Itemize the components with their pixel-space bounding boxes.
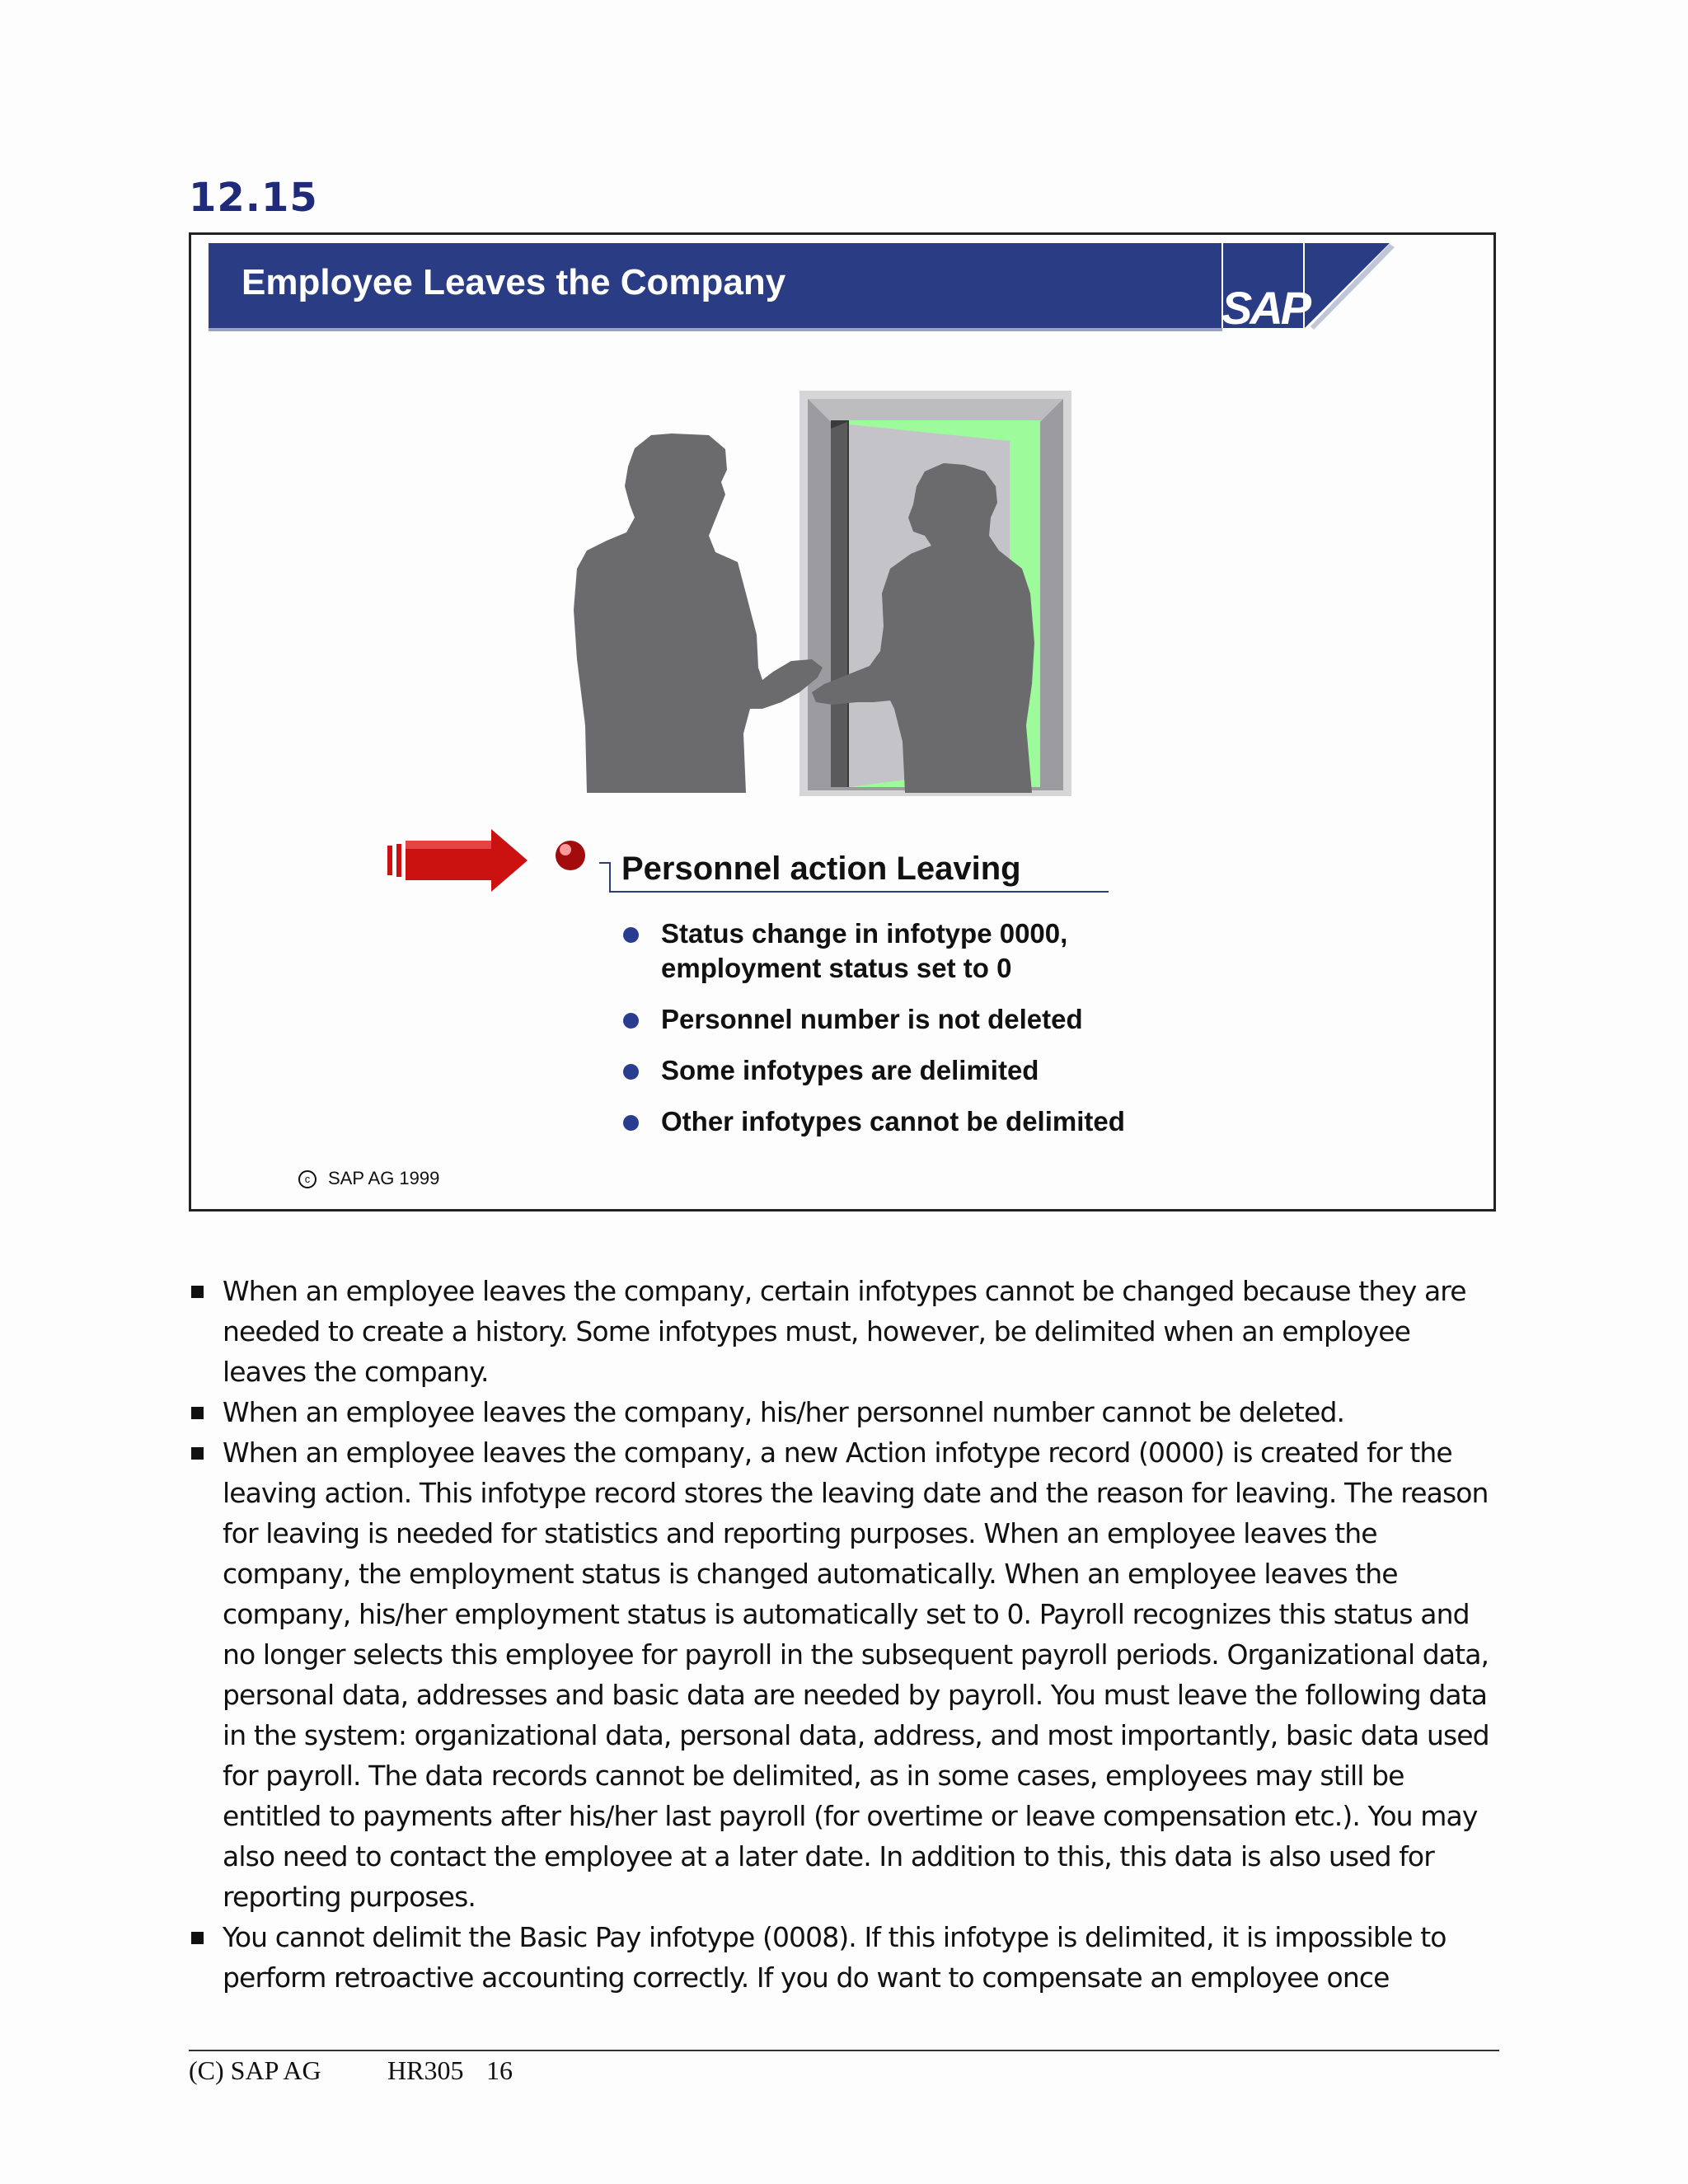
- note-item: When an employee leaves the company, his/her personnel number cannot be deleted.: [189, 1392, 1499, 1432]
- man-silhouette: [574, 434, 823, 793]
- svg-text:SAP: SAP: [1221, 282, 1310, 334]
- action-title: Personnel action Leaving: [621, 851, 1021, 887]
- section-number: 12.15: [189, 175, 318, 221]
- footer-copyright: (C) SAP AG: [189, 2055, 321, 2085]
- bullet-dot-icon: [623, 1115, 639, 1131]
- bullet-dot-icon: [623, 1064, 639, 1080]
- square-bullet-icon: [191, 1407, 204, 1419]
- footer-rule: [189, 2050, 1499, 2051]
- bullet-dot-icon: [623, 927, 639, 943]
- red-ball-icon: [556, 841, 585, 870]
- note-item: When an employee leaves the company, a new Action infotype record (0000) is created for the leaving action. This infotype record stores the leaving date and the reason for leaving. The reason for leaving is needed for statistics and reporting purposes. When an employee leaves the company, the employment status is changed automatically. When an employee leaves the company, his/her employment status is automatically set to 0. Payroll recognizes this status and no longer selects this employee for payroll in the subsequent payroll periods. Organizational data, personal data, addresses and basic data are needed by payroll. You must leave the following data in the system: organizational data, personal data, address, and most importantly, basic data used for payroll. The data records cannot be delimited, as in some cases, employees may still be entitled to payments after his/her last payroll (for overtime or leave compensation etc.). You may also need to contact the employee at a later date. In addition to this, this data is also used for reporting purposes.: [189, 1432, 1499, 1917]
- slide-bullet: Personnel number is not deleted: [623, 1002, 1200, 1037]
- footer-page-number: 16: [486, 2055, 513, 2085]
- slide-title-bar-shadow: [209, 328, 1222, 331]
- slide-title: Employee Leaves the Company: [241, 262, 786, 302]
- square-bullet-icon: [191, 1447, 204, 1460]
- note-item: When an employee leaves the company, certain infotypes cannot be changed because they are needed to create a history. Some infotypes must, however, be delimited when an employee leaves the company.: [189, 1271, 1499, 1392]
- square-bullet-icon: [191, 1932, 204, 1944]
- slide-bullet-list: [623, 916, 1200, 1155]
- bullet-dot-icon: [623, 1013, 639, 1029]
- slide-bullet: Status change in infotype 0000, employment status set to 0: [623, 916, 1200, 986]
- sap-logo: [1221, 243, 1395, 334]
- slide-bullet: Other infotypes cannot be delimited: [623, 1104, 1200, 1139]
- copyright-icon: c: [298, 1170, 316, 1188]
- note-item: You cannot delimit the Basic Pay infotype (0008). If this infotype is delimited, it is impossible to perform retroactive accounting correctly. If you do want to compensate an employee once: [189, 1917, 1499, 1998]
- slide-bullet: Some infotypes are delimited: [623, 1053, 1200, 1088]
- notes-list: [189, 1271, 1499, 1998]
- red-arrow-icon: [387, 829, 528, 892]
- footer-course-code: HR305: [387, 2055, 464, 2085]
- slide-copyright: c SAP AG 1999: [298, 1168, 439, 1189]
- square-bullet-icon: [191, 1286, 204, 1298]
